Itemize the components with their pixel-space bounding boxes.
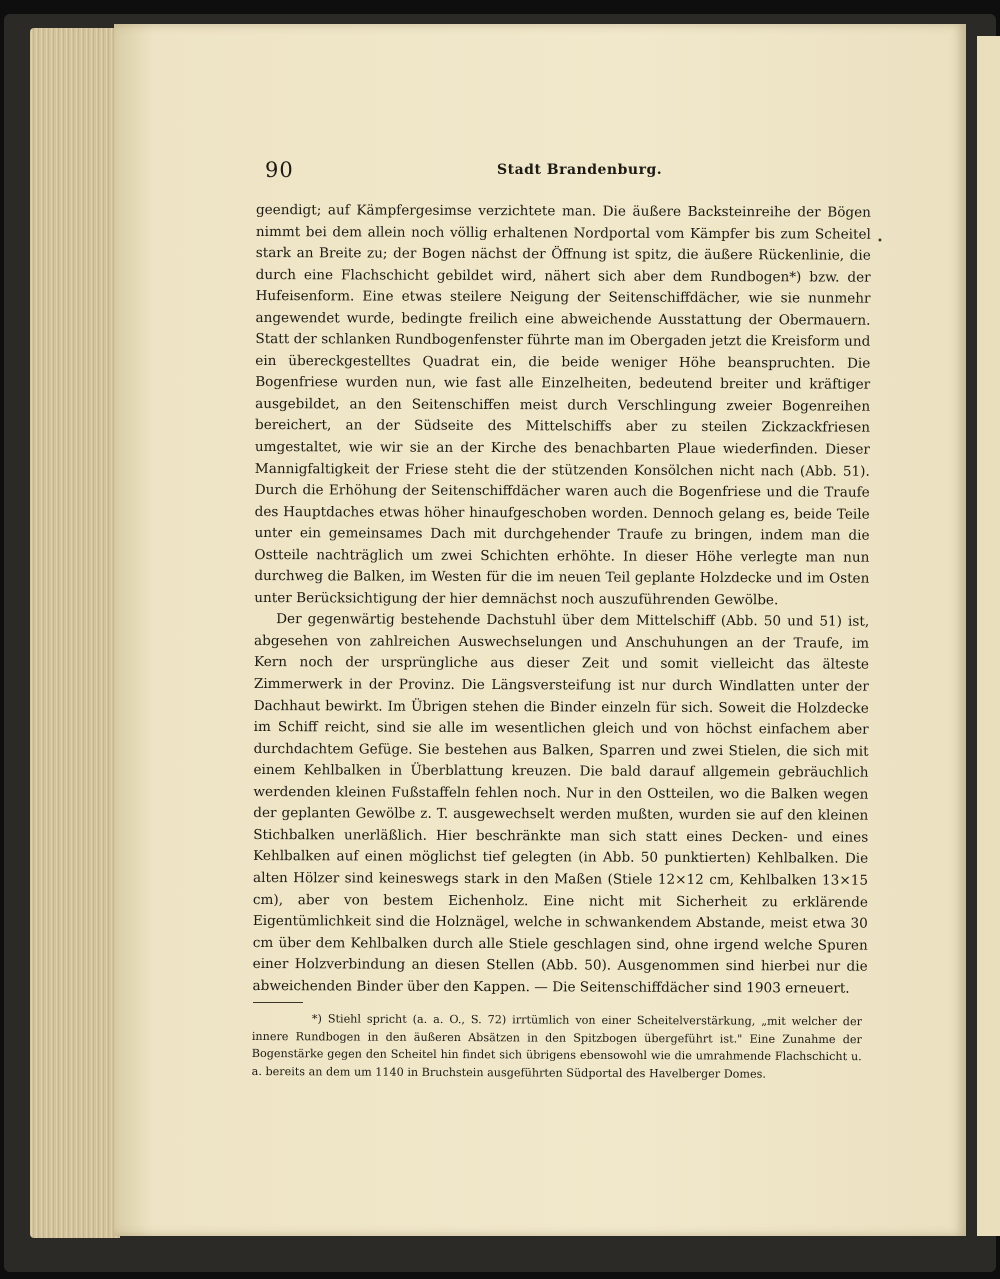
footnote-text: *) Stiehl spricht (a. a. O., S. 72) irrtümlich von einer Scheitelverstärkung, „mit welcher der innere Rundbogen in den äußeren Absätzen in den Spitzbogen übergeführt ist." Eine Zunahme der Bogenstärke gegen den Scheitel hin findet sich übrigens ebensowohl wie die umrahmende Flachschicht u. a. bereits an dem um 1140 in Bruchstein ausgeführten Südportal des Havelberger Domes. [251, 1012, 862, 1081]
running-head: Stadt Brandenburg. [497, 162, 663, 178]
page-number: 90 [265, 158, 294, 182]
paragraph-1: geendigt; auf Kämpfergesimse verzichtete man. Die äußere Backsteinreihe der Bögen nimmt bei dem allein noch völlig erhaltenen Nordportal vom Kämpfer bis zum Scheitel stark an Breite zu; der Bogen nächst der Öffnung ist spitz, die äußere Rückenlinie, die durch eine Flachschicht gebildet wird, nähert sich aber dem Rundbogen*) bzw. der Hufeisenform. Eine etwas steilere Neigung der Seitenschiffdächer, wie sie nunmehr angewendet wurde, bedingte freilich eine abweichende Ausstattung der Obermauern. Statt der schlanken Rundbogenfenster führte man im Obergaden jetzt die Kreisform und ein übereckgestelltes Quadrat ein, die beide weniger Höhe beanspruchten. Die Bogenfriese wurden nun, wie fast alle Einzelheiten, bedeutend breiter und kräftiger ausgebildet, an den Seitenschiffen meist durch Verschlingung zweier Bogenreihen bereichert, an der Südseite des Mittelschiffs aber zu steilen Zickzackfriesen umgestaltet, wie wir sie an der Kirche des benachbarten Plaue wiederfinden. Dieser Mannigfaltigkeit der Friese steht die der stützenden Konsölchen nicht nach (Abb. 51). Durch die Erhöhung der Seitenschiffdächer waren auch die Bogenfriese und die Traufe des Hauptdaches etwas höher hinaufgeschoben worden. Dennoch gelang es, beide Teile unter ein gemeinsames Dach mit durchgehender Traufe zu bringen, indem man die Ostteile nachträglich um zwei Schichten erhöhte. In dieser Höhe verlegte man nun durchweg die Balken, im Westen für die im neuen Teil geplante Holzdecke und im Osten unter Berücksichtigung der hier demnächst noch auszuführenden Gewölbe. [254, 201, 871, 609]
footnote-rule [253, 1002, 303, 1003]
paragraph-2: Der gegenwärtig bestehende Dachstuhl über dem Mittelschiff (Abb. 50 und 51) ist, abgesehen von zahlreichen Auswechselungen und Anschuhungen an der Traufe, im Kern noch der ursprüngliche aus dieser Zeit und somit vielleicht das älteste Zimmerwerk in der Provinz. Die Längsversteifung ist nur durch Windlatten unter der Dachhaut bewirkt. Im Übrigen stehen die Binder einzeln für sich. Soweit die Holzdecke im Schiff reicht, sind sie alle im wesentlichen gleich und von höchst einfachem aber durchdachtem Gefüge. Sie bestehen aus Balken, Sparren und zwei Stielen, die sich mit einem Kehlbalken in Überblattung kreuzen. Die bald darauf allgemein gebräuchlich werdenden kleinen Fußstaffeln fehlen noch. Nur in den Ostteilen, wo die Balken wegen der geplanten Gewölbe z. T. ausgewechselt werden mußten, wurden sie auf den kleinen Stichbalken unerläßlich. Hier beschränkte man sich statt eines Decken- und eines Kehlbalken auf einen möglichst tief gelegten (in Abb. 50 punktierten) Kehlbalken. Die alten Hölzer sind keineswegs stark in den Maßen (Stiele 12×12 cm, Kehlbalken 13×15 cm), aber von bestem Eichenholz. Eine nicht mit Sicherheit zu erklärende Eigentümlichkeit sind die Holznägel, welche in schwankendem Abstande, meist etwa 30 cm über dem Kehlbalken durch alle Stiele geschlagen sind, ohne irgend welche Spuren einer Holzverbindung an diesen Stellen (Abb. 50). Ausgenommen sind hierbei nur die abweichenden Binder über den Kappen. — Die Seitenschiffdächer sind 1903 erneuert. [252, 611, 870, 997]
page-header [265, 158, 875, 188]
body-text [253, 200, 871, 1000]
page-edges [30, 28, 120, 1238]
footnote [252, 1010, 862, 1084]
facing-page-edge [974, 36, 1000, 1236]
margin-mark: • [877, 236, 883, 247]
